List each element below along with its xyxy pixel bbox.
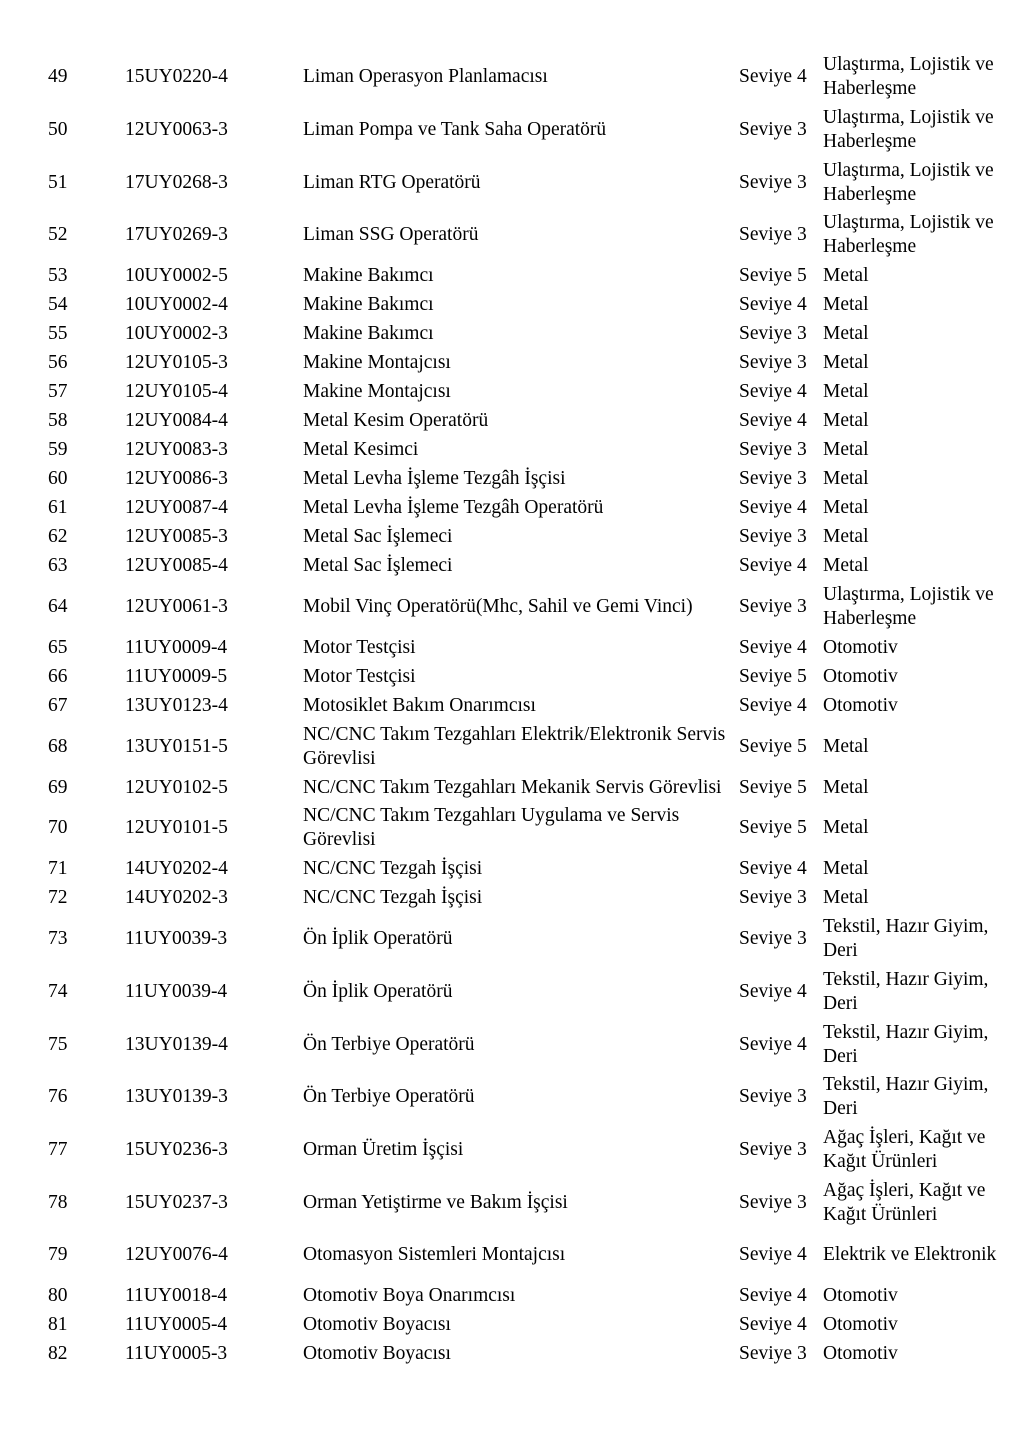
row-number: 75	[48, 1033, 68, 1055]
qualification-name: Ön İplik Operatörü	[303, 928, 453, 950]
qualification-name: NC/CNC Takım Tezgahları Mekanik Servis Görevlisi	[303, 776, 722, 798]
table-row	[42, 156, 1002, 209]
qualification-name: Metal Levha İşleme Tezgâh Operatörü	[303, 497, 604, 519]
qualification-level: Seviye 3	[739, 1191, 807, 1213]
qualification-code: 15UY0237-3	[125, 1191, 228, 1213]
table-row	[42, 349, 1002, 378]
sector-name: Tekstil, Hazır Giyim, Deri	[823, 968, 989, 1014]
qualification-code: 11UY0005-3	[125, 1343, 228, 1365]
qualification-name: Metal Kesimci	[303, 439, 419, 461]
sector-name: Ağaç İşleri, Kağıt ve Kağıt Ürünleri	[823, 1179, 986, 1225]
row-number: 71	[48, 858, 68, 880]
table-row	[42, 662, 1002, 691]
qualification-level: Seviye 4	[739, 294, 807, 316]
row-number: 70	[48, 817, 68, 839]
sector-name: Metal	[823, 735, 869, 757]
qualification-name: Makine Montajcısı	[303, 381, 451, 403]
qualification-code: 12UY0061-3	[125, 596, 228, 618]
table-row	[42, 407, 1002, 436]
qualification-name: Motosiklet Bakım Onarımcısı	[303, 694, 536, 716]
qualification-name: Otomotiv Boya Onarımcısı	[303, 1285, 516, 1307]
qualification-level: Seviye 5	[739, 817, 807, 839]
qualification-code: 14UY0202-4	[125, 858, 228, 880]
row-number: 69	[48, 776, 68, 798]
row-number: 55	[48, 323, 68, 345]
table-row	[42, 884, 1002, 913]
sector-name: Tekstil, Hazır Giyim, Deri	[823, 916, 989, 962]
qualification-code: 17UY0269-3	[125, 224, 228, 246]
table-row	[42, 552, 1002, 581]
sector-name: Metal	[823, 381, 869, 403]
table-row	[42, 720, 1002, 773]
sector-name: Otomotiv	[823, 1343, 898, 1365]
table-row	[42, 1018, 1002, 1071]
row-number: 73	[48, 928, 68, 950]
sector-name: Ulaştırma, Lojistik ve Haberleşme	[823, 54, 994, 100]
table-row	[42, 855, 1002, 884]
row-number: 63	[48, 555, 68, 577]
qualification-level: Seviye 4	[739, 636, 807, 658]
table-row	[42, 51, 1002, 104]
sector-name: Metal	[823, 555, 869, 577]
table-row	[42, 320, 1002, 349]
qualification-table	[42, 51, 1002, 1369]
qualification-name: Motor Testçisi	[303, 665, 416, 687]
qualification-code: 12UY0076-4	[125, 1244, 228, 1266]
qualification-level: Seviye 4	[739, 694, 807, 716]
qualification-name: Ön Terbiye Operatörü	[303, 1033, 475, 1055]
qualification-code: 11UY0039-3	[125, 928, 228, 950]
qualification-level: Seviye 3	[739, 468, 807, 490]
sector-name: Elektrik ve Elektronik	[823, 1244, 997, 1266]
qualification-table-body	[42, 51, 1002, 1369]
qualification-code: 12UY0063-3	[125, 119, 228, 141]
table-row	[42, 802, 1002, 855]
sector-name: Metal	[823, 526, 869, 548]
row-number: 58	[48, 410, 68, 432]
qualification-code: 17UY0268-3	[125, 171, 228, 193]
sector-name: Otomotiv	[823, 1285, 898, 1307]
sector-name: Metal	[823, 439, 869, 461]
row-number: 52	[48, 224, 68, 246]
qualification-name: Ön Terbiye Operatörü	[303, 1086, 475, 1108]
sector-name: Metal	[823, 265, 869, 287]
qualification-code: 10UY0002-4	[125, 294, 228, 316]
sector-name: Metal	[823, 887, 869, 909]
qualification-code: 13UY0151-5	[125, 735, 228, 757]
sector-name: Ulaştırma, Lojistik ve Haberleşme	[823, 159, 994, 205]
qualification-level: Seviye 3	[739, 224, 807, 246]
row-number: 56	[48, 352, 68, 374]
qualification-code: 15UY0236-3	[125, 1138, 228, 1160]
qualification-name: Metal Sac İşlemeci	[303, 555, 453, 577]
row-number: 53	[48, 265, 68, 287]
qualification-name: Otomotiv Boyacısı	[303, 1343, 451, 1365]
qualification-level: Seviye 4	[739, 980, 807, 1002]
qualification-level: Seviye 4	[739, 1033, 807, 1055]
row-number: 62	[48, 526, 68, 548]
table-row	[42, 581, 1002, 634]
qualification-level: Seviye 3	[739, 323, 807, 345]
row-number: 64	[48, 596, 68, 618]
qualification-level: Seviye 5	[739, 776, 807, 798]
qualification-name: Otomasyon Sistemleri Montajcısı	[303, 1244, 566, 1266]
qualification-code: 13UY0123-4	[125, 694, 228, 716]
table-row	[42, 436, 1002, 465]
sector-name: Otomotiv	[823, 636, 898, 658]
sector-name: Otomotiv	[823, 694, 898, 716]
qualification-code: 12UY0086-3	[125, 468, 228, 490]
row-number: 59	[48, 439, 68, 461]
qualification-level: Seviye 3	[739, 119, 807, 141]
qualification-name: Metal Kesim Operatörü	[303, 410, 489, 432]
table-row	[42, 1176, 1002, 1229]
qualification-level: Seviye 3	[739, 171, 807, 193]
row-number: 72	[48, 887, 68, 909]
row-number: 57	[48, 381, 68, 403]
sector-name: Tekstil, Hazır Giyim, Deri	[823, 1021, 989, 1067]
row-number: 61	[48, 497, 68, 519]
table-row	[42, 1282, 1002, 1311]
qualification-name: Liman Operasyon Planlamacısı	[303, 66, 548, 88]
qualification-code: 12UY0101-5	[125, 817, 228, 839]
table-row	[42, 1229, 1002, 1282]
qualification-level: Seviye 4	[739, 1314, 807, 1336]
qualification-code: 13UY0139-3	[125, 1086, 228, 1108]
row-number: 51	[48, 171, 68, 193]
table-row	[42, 966, 1002, 1019]
qualification-name: NC/CNC Takım Tezgahları Uygulama ve Servis Görevlisi	[303, 805, 680, 851]
qualification-name: NC/CNC Takım Tezgahları Elektrik/Elektronik Servis Görevlisi	[303, 723, 726, 769]
row-number: 77	[48, 1138, 68, 1160]
qualification-code: 13UY0139-4	[125, 1033, 228, 1055]
sector-name: Tekstil, Hazır Giyim, Deri	[823, 1074, 989, 1120]
qualification-name: Otomotiv Boyacısı	[303, 1314, 451, 1336]
sector-name: Otomotiv	[823, 665, 898, 687]
row-number: 65	[48, 636, 68, 658]
qualification-level: Seviye 3	[739, 1343, 807, 1365]
sector-name: Metal	[823, 352, 869, 374]
qualification-name: NC/CNC Tezgah İşçisi	[303, 887, 483, 909]
table-row	[42, 291, 1002, 320]
qualification-code: 12UY0085-3	[125, 526, 228, 548]
row-number: 68	[48, 735, 68, 757]
row-number: 78	[48, 1191, 68, 1213]
qualification-level: Seviye 4	[739, 1244, 807, 1266]
qualification-level: Seviye 3	[739, 526, 807, 548]
qualification-level: Seviye 5	[739, 265, 807, 287]
table-row	[42, 1071, 1002, 1124]
qualification-name: Makine Bakımcı	[303, 265, 434, 287]
table-row	[42, 209, 1002, 262]
sector-name: Metal	[823, 497, 869, 519]
qualification-level: Seviye 3	[739, 1086, 807, 1108]
row-number: 60	[48, 468, 68, 490]
table-row	[42, 1124, 1002, 1177]
qualification-code: 12UY0085-4	[125, 555, 228, 577]
sector-name: Metal	[823, 410, 869, 432]
table-row	[42, 633, 1002, 662]
qualification-code: 10UY0002-3	[125, 323, 228, 345]
row-number: 80	[48, 1285, 68, 1307]
qualification-level: Seviye 4	[739, 381, 807, 403]
qualification-name: Motor Testçisi	[303, 636, 416, 658]
row-number: 79	[48, 1244, 68, 1266]
row-number: 67	[48, 694, 68, 716]
qualification-level: Seviye 5	[739, 665, 807, 687]
sector-name: Metal	[823, 294, 869, 316]
qualification-code: 12UY0083-3	[125, 439, 228, 461]
row-number: 81	[48, 1314, 68, 1336]
qualification-code: 11UY0009-5	[125, 665, 228, 687]
table-row	[42, 262, 1002, 291]
table-row	[42, 1311, 1002, 1340]
sector-name: Otomotiv	[823, 1314, 898, 1336]
qualification-name: Mobil Vinç Operatörü(Mhc, Sahil ve Gemi Vinci)	[303, 596, 693, 618]
qualification-name: Orman Yetiştirme ve Bakım İşçisi	[303, 1191, 568, 1213]
table-row	[42, 378, 1002, 407]
table-row	[42, 104, 1002, 157]
qualification-level: Seviye 3	[739, 1138, 807, 1160]
qualification-code: 11UY0018-4	[125, 1285, 228, 1307]
qualification-name: Ön İplik Operatörü	[303, 980, 453, 1002]
sector-name: Ağaç İşleri, Kağıt ve Kağıt Ürünleri	[823, 1126, 986, 1172]
qualification-code: 15UY0220-4	[125, 66, 228, 88]
row-number: 74	[48, 980, 68, 1002]
qualification-code: 10UY0002-5	[125, 265, 228, 287]
table-row	[42, 913, 1002, 966]
qualification-code: 12UY0105-3	[125, 352, 228, 374]
qualification-level: Seviye 3	[739, 887, 807, 909]
row-number: 50	[48, 119, 68, 141]
qualification-level: Seviye 3	[739, 596, 807, 618]
table-row	[42, 465, 1002, 494]
qualification-name: NC/CNC Tezgah İşçisi	[303, 858, 483, 880]
qualification-code: 12UY0084-4	[125, 410, 228, 432]
qualification-level: Seviye 3	[739, 439, 807, 461]
qualification-level: Seviye 4	[739, 66, 807, 88]
qualification-name: Metal Levha İşleme Tezgâh İşçisi	[303, 468, 566, 490]
row-number: 54	[48, 294, 68, 316]
qualification-level: Seviye 4	[739, 497, 807, 519]
qualification-code: 11UY0005-4	[125, 1314, 228, 1336]
qualification-level: Seviye 3	[739, 928, 807, 950]
table-row	[42, 773, 1002, 802]
qualification-level: Seviye 3	[739, 352, 807, 374]
sector-name: Metal	[823, 468, 869, 490]
sector-name: Metal	[823, 858, 869, 880]
qualification-code: 14UY0202-3	[125, 887, 228, 909]
table-row	[42, 523, 1002, 552]
row-number: 82	[48, 1343, 68, 1365]
qualification-code: 12UY0087-4	[125, 497, 228, 519]
sector-name: Metal	[823, 776, 869, 798]
qualification-name: Makine Montajcısı	[303, 352, 451, 374]
sector-name: Metal	[823, 323, 869, 345]
sector-name: Ulaştırma, Lojistik ve Haberleşme	[823, 212, 994, 258]
qualification-code: 11UY0039-4	[125, 980, 228, 1002]
row-number: 66	[48, 665, 68, 687]
qualification-name: Makine Bakımcı	[303, 294, 434, 316]
qualification-level: Seviye 4	[739, 1285, 807, 1307]
qualification-code: 11UY0009-4	[125, 636, 228, 658]
qualification-level: Seviye 4	[739, 410, 807, 432]
qualification-level: Seviye 5	[739, 735, 807, 757]
qualification-name: Metal Sac İşlemeci	[303, 526, 453, 548]
table-row	[42, 494, 1002, 523]
qualification-name: Orman Üretim İşçisi	[303, 1138, 464, 1160]
sector-name: Metal	[823, 817, 869, 839]
qualification-name: Liman RTG Operatörü	[303, 171, 481, 193]
qualification-level: Seviye 4	[739, 555, 807, 577]
qualification-name: Liman SSG Operatörü	[303, 224, 479, 246]
sector-name: Ulaştırma, Lojistik ve Haberleşme	[823, 584, 994, 630]
qualification-code: 12UY0102-5	[125, 776, 228, 798]
row-number: 49	[48, 66, 68, 88]
qualification-level: Seviye 4	[739, 858, 807, 880]
qualification-name: Makine Bakımcı	[303, 323, 434, 345]
table-row	[42, 1340, 1002, 1369]
qualification-code: 12UY0105-4	[125, 381, 228, 403]
qualification-name: Liman Pompa ve Tank Saha Operatörü	[303, 119, 607, 141]
sector-name: Ulaştırma, Lojistik ve Haberleşme	[823, 107, 994, 153]
table-row	[42, 691, 1002, 720]
row-number: 76	[48, 1086, 68, 1108]
